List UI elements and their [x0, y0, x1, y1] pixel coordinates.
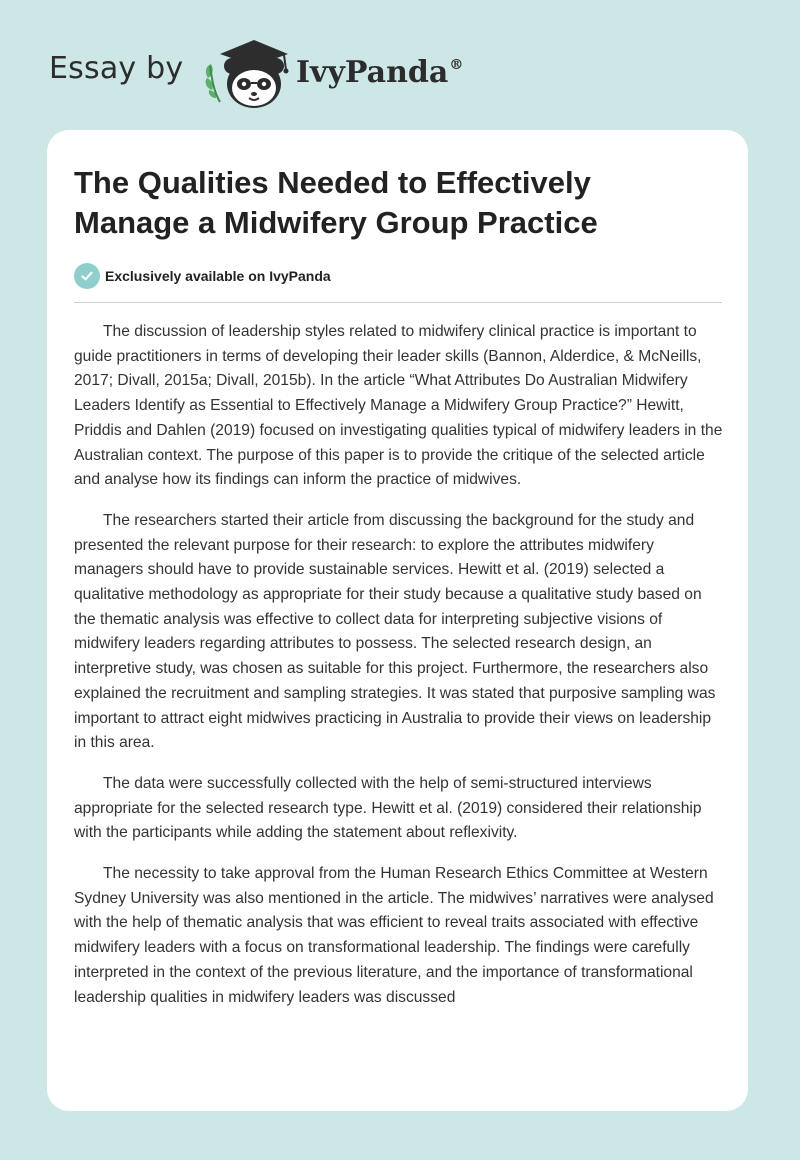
divider — [74, 302, 722, 303]
paragraph: The discussion of leadership styles related to midwifery clinical practice is important to guide practitioners in terms of developing their leader skills (Bannon, Alderdice, & McNeills, 2017; Divall, 2015a; Divall, 2015b). In the article “What Attributes Do Australian Midwifery Leaders Identify as Essential to Effectively Manage a Midwifery Group Practice?” Hewitt, Priddis and Dahlen (2019) focused on investigating qualities typical of midwifery leaders in the Australian context. The purpose of this paper is to provide the critique of the selected article and analyse how its findings can inform the practice of midwives. — [74, 323, 723, 489]
essay-by-label: Essay by — [49, 51, 184, 86]
brand-name[interactable] — [296, 55, 463, 90]
paragraph: The researchers started their article from discussing the background for the study and presented the relevant purpose for their research: to explore the attributes midwifery managers should have to provide sustainable services. Hewitt et al. (2019) selected a qualitative methodology as appropriate for their study because a qualitative study based on the thematic analysis was effective to collect data for interpreting subjective visions of midwifery leaders regarding attributes to possess. The selected research design, an interpretive study, was chosen as suitable for this project. Furthermore, the researchers also explained the recruitment and sampling strategies. It was stated that purposive sampling was important to attract eight midwives practicing in Australia to provide their views on leadership in this area. — [74, 511, 716, 752]
check-circle-icon — [74, 263, 100, 289]
exclusive-badge — [74, 263, 331, 289]
brand-label: IvyPanda — [296, 55, 449, 90]
paragraph: The data were successfully collected with the help of semi-structured interviews appropriate for the selected research type. Hewitt et al. (2019) considered their relationship with the participants while adding the statement about reflexivity. — [74, 774, 702, 842]
ivypanda-logo-icon[interactable] — [202, 36, 294, 112]
article-body — [74, 320, 724, 1026]
site-header — [0, 0, 800, 125]
registered-mark: ® — [449, 57, 464, 73]
article-card — [47, 130, 748, 1111]
paragraph: The necessity to take approval from the Human Research Ethics Committee at Western Sydney University was also mentioned in the article. The midwives’ narratives were analysed with the help of thematic analysis that was efficient to reveal traits associated with effective midwifery leaders with a focus on transformational leadership. The findings were carefully interpreted in the context of the previous literature, and the importance of transformational leadership qualities in midwifery leaders was discussed — [74, 865, 714, 1006]
exclusive-badge-label: Exclusively available on IvyPanda — [105, 268, 331, 284]
article-title: The Qualities Needed to Effectively Manage a Midwifery Group Practice — [74, 165, 598, 240]
